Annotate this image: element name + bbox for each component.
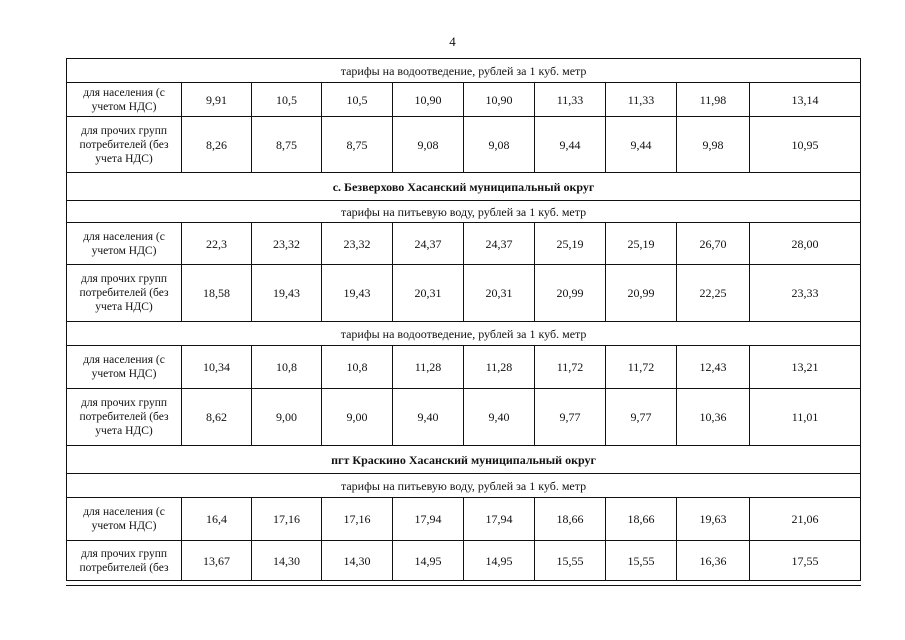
tariff-value-cell: 13,67 — [182, 541, 252, 581]
tariff-type-header-row — [67, 322, 861, 346]
table-row — [67, 223, 861, 265]
tariff-value-cell: 9,08 — [393, 117, 464, 173]
tariff-value-cell: 25,19 — [606, 223, 677, 265]
tariff-value-cell: 10,90 — [393, 83, 464, 117]
consumer-group-label: для прочих групп потребителей (без учета НДС) — [67, 265, 182, 322]
tariff-value-cell: 17,16 — [322, 498, 393, 541]
tariff-value-cell: 10,95 — [750, 117, 861, 173]
tariff-type-header: тарифы на водоотведение, рублей за 1 куб. метр — [67, 59, 861, 83]
tariff-type-header-row — [67, 201, 861, 223]
tariff-value-cell: 10,8 — [252, 346, 322, 389]
tariff-value-cell: 17,94 — [464, 498, 535, 541]
settlement-section-row — [67, 173, 861, 201]
table-row — [67, 498, 861, 541]
tariff-value-cell: 15,55 — [606, 541, 677, 581]
tariff-value-cell: 10,5 — [322, 83, 393, 117]
tariff-value-cell: 25,19 — [535, 223, 606, 265]
consumer-group-label: для населения (с учетом НДС) — [67, 223, 182, 265]
tariffs-table — [66, 58, 861, 581]
tariff-value-cell: 14,30 — [322, 541, 393, 581]
tariff-value-cell: 9,40 — [393, 389, 464, 446]
tariff-value-cell: 11,28 — [393, 346, 464, 389]
consumer-group-label: для населения (с учетом НДС) — [67, 83, 182, 117]
tariff-value-cell: 15,55 — [535, 541, 606, 581]
table-row — [67, 541, 861, 581]
tariff-value-cell: 17,55 — [750, 541, 861, 581]
tariff-value-cell: 17,94 — [393, 498, 464, 541]
tariff-value-cell: 8,62 — [182, 389, 252, 446]
tariff-value-cell: 11,28 — [464, 346, 535, 389]
settlement-section-row — [67, 446, 861, 474]
consumer-group-label: для населения (с учетом НДС) — [67, 498, 182, 541]
tariff-value-cell: 9,44 — [535, 117, 606, 173]
tariff-value-cell: 12,43 — [677, 346, 750, 389]
tariff-value-cell: 26,70 — [677, 223, 750, 265]
tariff-value-cell: 24,37 — [393, 223, 464, 265]
tariff-value-cell: 24,37 — [464, 223, 535, 265]
tariff-value-cell: 19,43 — [322, 265, 393, 322]
tariff-value-cell: 21,06 — [750, 498, 861, 541]
tariff-value-cell: 13,21 — [750, 346, 861, 389]
tariff-value-cell: 11,33 — [606, 83, 677, 117]
table-row — [67, 83, 861, 117]
tariff-value-cell: 9,77 — [606, 389, 677, 446]
consumer-group-label: для населения (с учетом НДС) — [67, 346, 182, 389]
tariff-type-header: тарифы на питьевую воду, рублей за 1 куб. метр — [67, 474, 861, 498]
tariff-value-cell: 19,43 — [252, 265, 322, 322]
tariff-value-cell: 23,32 — [252, 223, 322, 265]
tariff-value-cell: 19,63 — [677, 498, 750, 541]
tariff-value-cell: 10,5 — [252, 83, 322, 117]
table-bottom-border — [66, 585, 861, 586]
consumer-group-label: для прочих групп потребителей (без учета НДС) — [67, 117, 182, 173]
tariff-value-cell: 23,32 — [322, 223, 393, 265]
tariff-value-cell: 18,58 — [182, 265, 252, 322]
tariff-value-cell: 9,00 — [252, 389, 322, 446]
tariff-value-cell: 28,00 — [750, 223, 861, 265]
tariff-value-cell: 18,66 — [535, 498, 606, 541]
tariff-value-cell: 22,25 — [677, 265, 750, 322]
tariff-value-cell: 9,08 — [464, 117, 535, 173]
tariff-value-cell: 9,91 — [182, 83, 252, 117]
tariff-type-header-row — [67, 59, 861, 83]
page-number: 4 — [449, 34, 456, 49]
tariff-value-cell: 22,3 — [182, 223, 252, 265]
tariff-value-cell: 20,99 — [535, 265, 606, 322]
tariff-value-cell: 11,72 — [535, 346, 606, 389]
tariff-value-cell: 9,40 — [464, 389, 535, 446]
tariff-value-cell: 20,31 — [464, 265, 535, 322]
consumer-group-label: для прочих групп потребителей (без учета НДС) — [67, 389, 182, 446]
tariff-value-cell: 18,66 — [606, 498, 677, 541]
tariff-value-cell: 11,01 — [750, 389, 861, 446]
tariff-value-cell: 23,33 — [750, 265, 861, 322]
tariff-type-header: тарифы на питьевую воду, рублей за 1 куб. метр — [67, 201, 861, 223]
tariff-value-cell: 8,75 — [322, 117, 393, 173]
settlement-title: пгт Краскино Хасанский муниципальный округ — [67, 446, 861, 474]
tariff-value-cell: 9,77 — [535, 389, 606, 446]
tariff-value-cell: 9,98 — [677, 117, 750, 173]
tariff-type-header-row — [67, 474, 861, 498]
tariff-value-cell: 20,31 — [393, 265, 464, 322]
settlement-title: с. Безверхово Хасанский муниципальный округ — [67, 173, 861, 201]
table-row — [67, 265, 861, 322]
tariff-value-cell: 17,16 — [252, 498, 322, 541]
tariff-value-cell: 14,30 — [252, 541, 322, 581]
tariff-value-cell: 9,44 — [606, 117, 677, 173]
table-row — [67, 346, 861, 389]
tariff-value-cell: 10,36 — [677, 389, 750, 446]
tariff-value-cell: 10,90 — [464, 83, 535, 117]
tariff-type-header: тарифы на водоотведение, рублей за 1 куб. метр — [67, 322, 861, 346]
tariff-value-cell: 11,33 — [535, 83, 606, 117]
tariff-value-cell: 14,95 — [464, 541, 535, 581]
tariff-value-cell: 8,75 — [252, 117, 322, 173]
consumer-group-label: для прочих групп потребителей (без — [67, 541, 182, 581]
tariff-value-cell: 20,99 — [606, 265, 677, 322]
tariff-value-cell: 10,8 — [322, 346, 393, 389]
table-row — [67, 117, 861, 173]
tariff-value-cell: 13,14 — [750, 83, 861, 117]
tariff-value-cell: 8,26 — [182, 117, 252, 173]
tariff-value-cell: 10,34 — [182, 346, 252, 389]
tariff-value-cell: 16,4 — [182, 498, 252, 541]
tariff-value-cell: 14,95 — [393, 541, 464, 581]
tariff-value-cell: 11,98 — [677, 83, 750, 117]
table-row — [67, 389, 861, 446]
tariff-value-cell: 11,72 — [606, 346, 677, 389]
page-bottom-margin — [0, 586, 905, 640]
tariff-value-cell: 9,00 — [322, 389, 393, 446]
tariff-value-cell: 16,36 — [677, 541, 750, 581]
